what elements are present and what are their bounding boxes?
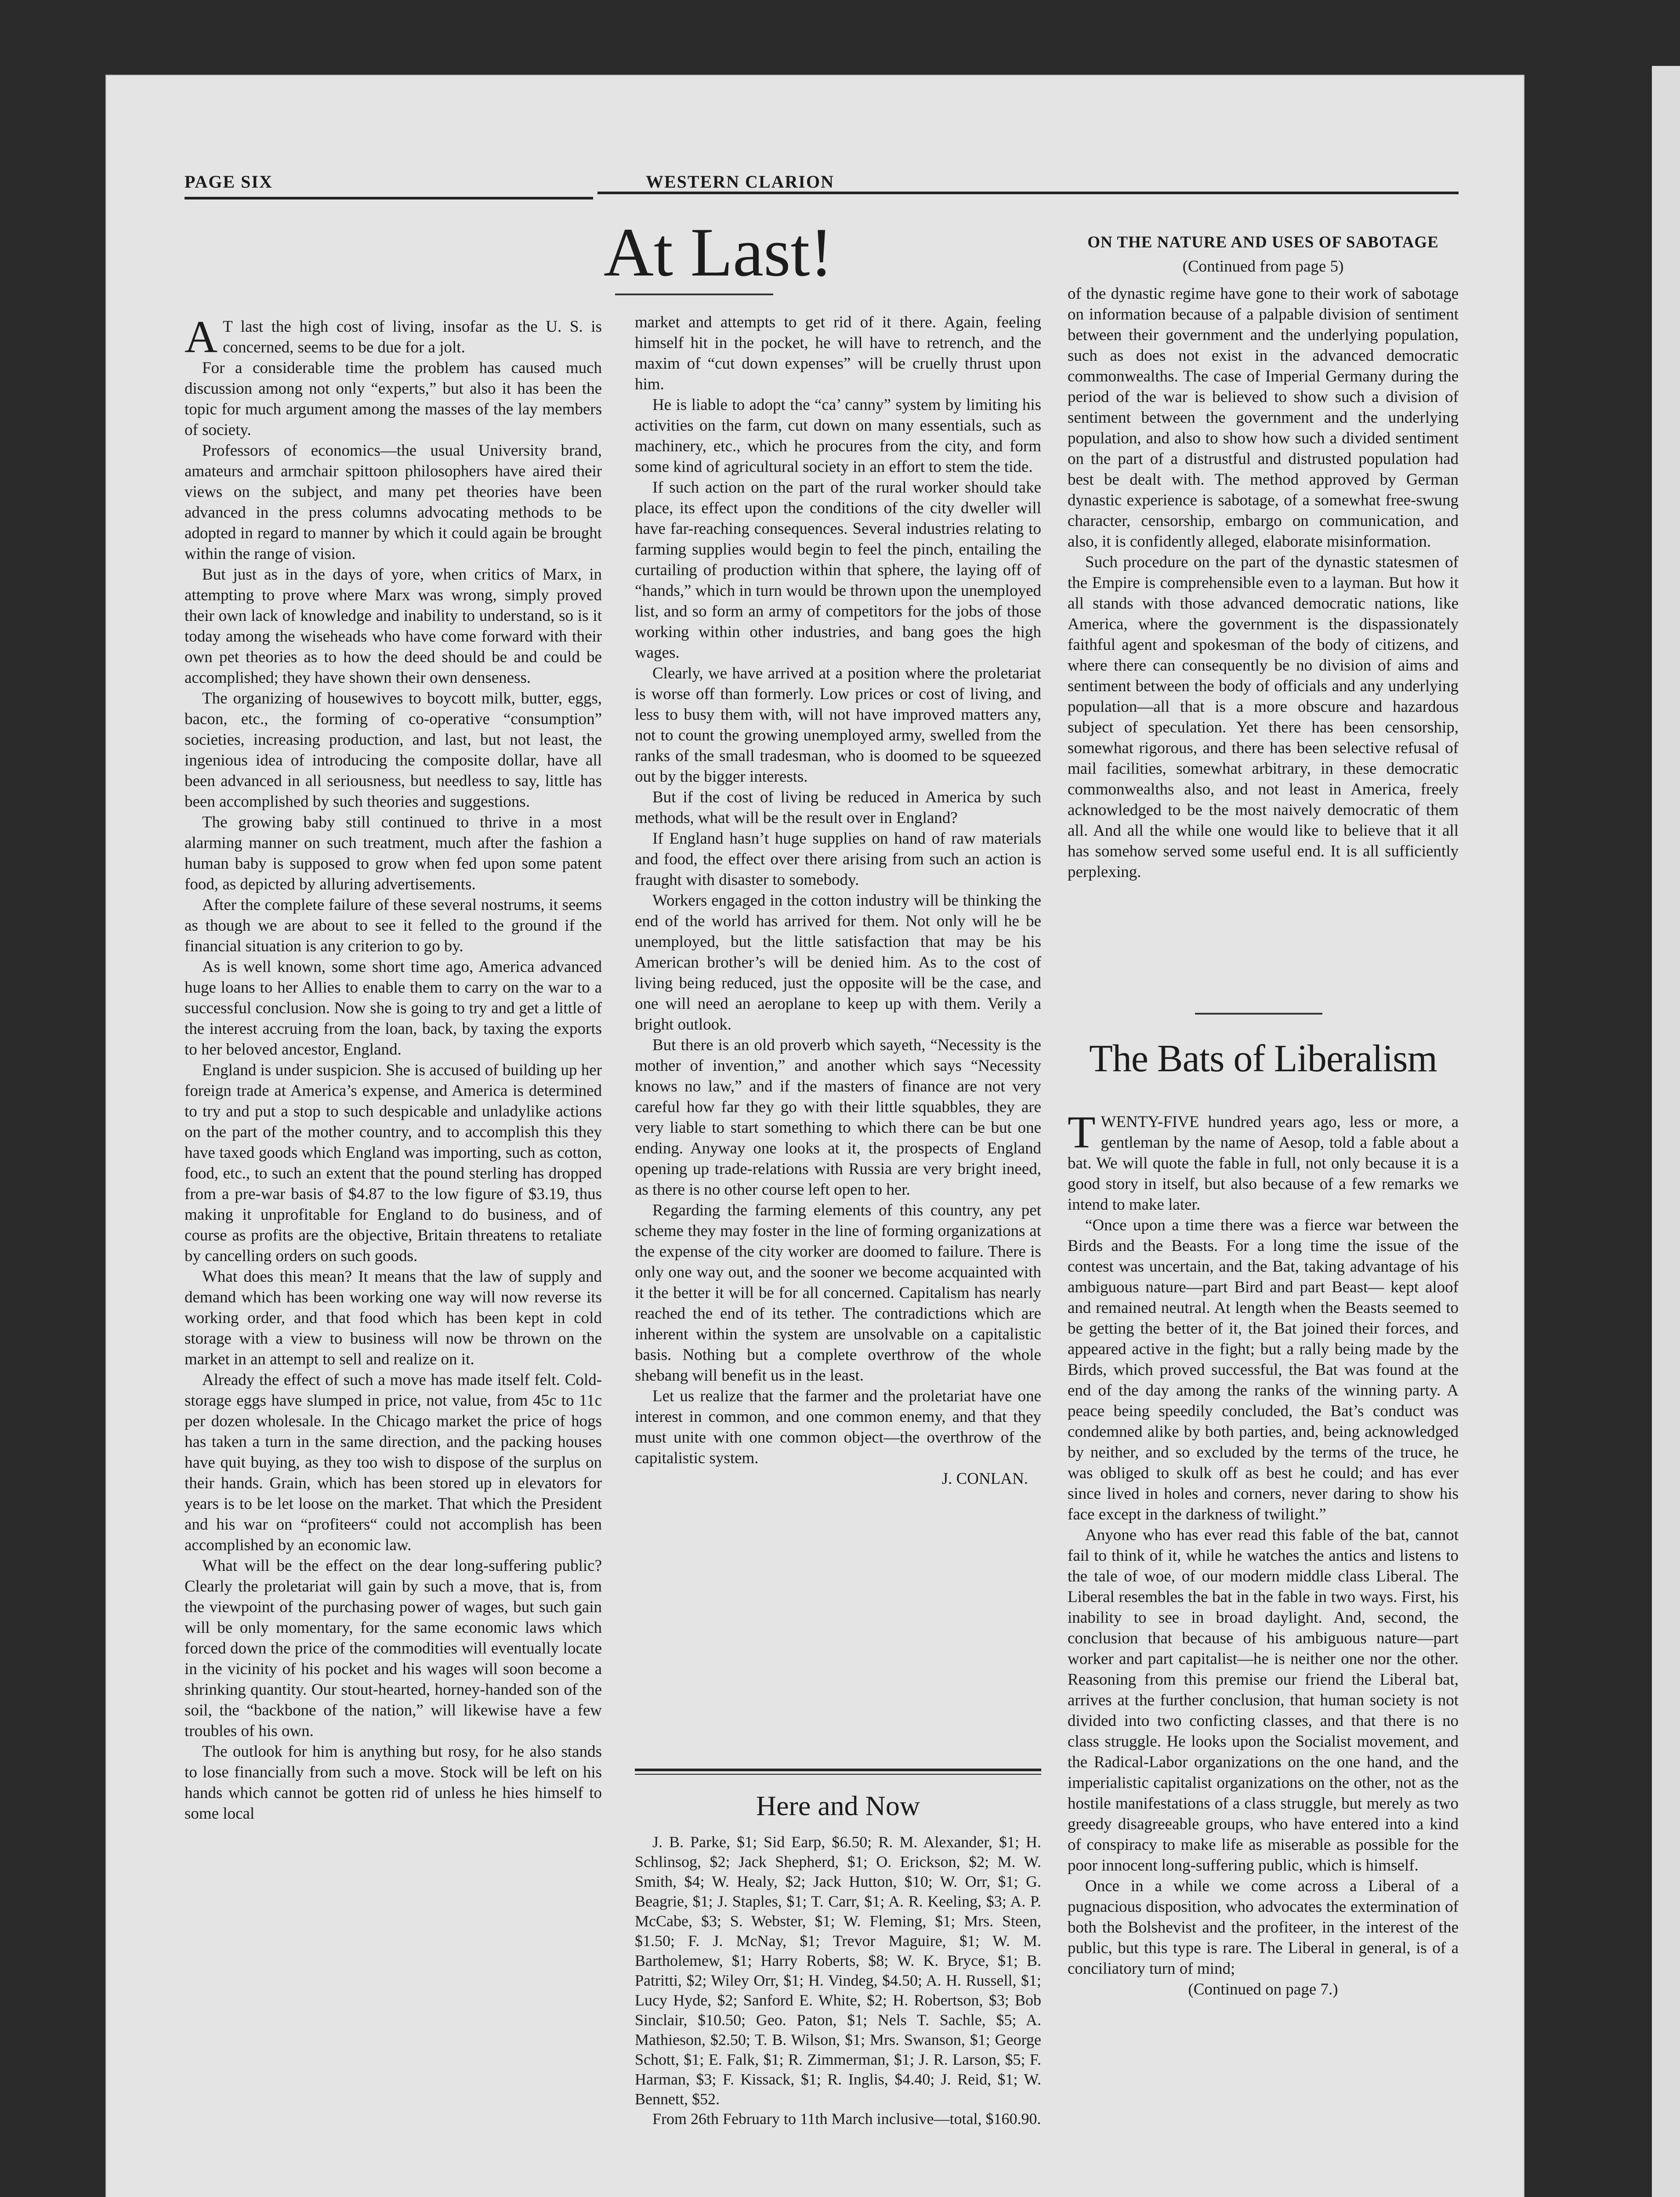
article-paragraph: What will be the effect on the dear long-suffering public? Clearly the proletariat will gain by such a move, that is, from the viewpoint of the purchasing power of wages, but such gain will be only momentary, for the same economic laws which forced down the price of the commodities will eventually locate in the vicinity of his pocket and his wages will soon become a shrinking quantity. Our stout-hearted, horney-handed son of the soil, the “backbone of the nation,” will likewise have a few troubles of his own. [185, 1557, 602, 1740]
section-rule [635, 1774, 1041, 1775]
article-paragraph: Already the effect of such a move has made itself felt. Cold-storage eggs have slumped in price, not value, from 45c to 11c per dozen wholesale. In the Chicago market the price of hogs has taken a turn in the same direction, and the packing houses have quit buying, as they too wish to dispose of the surplus on their hands. Grain, which has been stored up in elevators for years is to be let loose on the market. That which the President and his war on “profiteers“ could not accomplish has been accomplished by an economic law. [185, 1371, 602, 1554]
article-paragraph: Anyone who has ever read this fable of the bat, cannot fail to think of it, while he watches the antics and listens to the tale of woe, of our modern middle class Liberal. The Liberal resembles the bat in the fable in two ways. First, his inability to see in broad daylight. And, second, the conclusion that because of his ambiguous nature—part worker and part capitalist—he is neither one nor the other. Reasoning from this premise our friend the Liberal bat, arrives at the further conclusion, that human society is not divided into two conficting classes, and that there is no class struggle. He looks upon the Socialist movement, and the Radical-Labor organizations on the one hand, and the imperialistic capitalist organizations on the other, not as the hostile manifestations of a class struggle, but merely as two greedy disagreeable groups, who have entered into a kind of conspiracy to make life as miserable as possible for the poor innocent long-suffering public, which is himself. [1068, 1526, 1459, 1874]
section-divider [1195, 1013, 1322, 1015]
article-paragraph: The organizing of housewives to boycott milk, butter, eggs, bacon, etc., the forming of co-operative “consumption” societies, increasing production, and last, but not least, the ingenious idea of introducing the composite dollar, have all been advanced in all seriousness, but needless to say, little has been accomplished by such theories and suggestions. [185, 689, 602, 811]
article-paragraph: market and attempts to get rid of it there. Again, feeling himself hit in the pocket, he will have to retrench, and the maxim of “cut down expenses” will be cruelly thrust upon him. [635, 313, 1041, 393]
dropcap: T [1068, 1107, 1096, 1157]
author-signature: J. CONLAN. [941, 1470, 1028, 1488]
title-divider [615, 294, 773, 295]
header-rule-left [185, 197, 593, 199]
section-rule [635, 1769, 1041, 1771]
article-paragraph: Workers engaged in the cotton industry will be thinking the end of the world has arrived for them. Not only will he be unemployed, but the little satisfaction that may be his American brother’s will be denied him. As to the cost of living being reduced, just the opposite will be the case, and one will need an aeroplane to keep up with them. Verily a bright outlook. [635, 892, 1041, 1033]
article-paragraph: If such action on the part of the rural worker should take place, its effect upon the conditions of the city dweller will have far-reaching consequences. Several industries relating to farming supplies would begin to feel the pinch, entailing the curtailing of production within that sphere, the laying off of “hands,” which in turn would be thrown upon the unemployed list, and so form an army of competitors for the jobs of those working within other industries, and bang goes the high wages. [635, 479, 1041, 662]
article-paragraph: As is well known, some short time ago, America advanced huge loans to her Allies to enable them to carry on the war to a successful conclusion. Now she is going to try and get a little of the interest accruing from the loan, back, by taxing the exports to her beloved ancestor, England. [185, 958, 602, 1059]
dropcap: A [185, 312, 218, 362]
at-last-column-2 [635, 312, 1041, 1762]
sabotage-title: ON THE NATURE AND USES OF SABOTAGE [1087, 233, 1439, 251]
article-paragraph: Such procedure on the part of the dynastic statesmen of the Empire is comprehensible even to a layman. But how it all stands with those advanced democratic nations, like America, where the government is the dispassionately faithful agent and spokesman of the body of citizens, and where there can consequently be no division of aims and sentiment between the body of officials and any underlying population—all that is a more obscure and hazardous subject of speculation. Yet there has been censorship, somewhat rigorous, and there has been selective refusal of mail facilities, somewhat arbitrary, in these democratic commonwealths also, and not least in America, freely acknowledged to be the most naively democratic of them all. And all the while one would like to believe that it all has somehow served some useful end. It is all sufficiently perplexing. [1068, 553, 1459, 881]
article-title-at-last: At Last! [603, 214, 833, 291]
article-paragraph: “Once upon a time there was a fierce war between the Birds and the Beasts. For a long time the issue of the contest was uncertain, and the Bat, taking advantage of his ambiguous nature—part Bird and part Beast— kept aloof and remained neutral. At length when the Beasts seemed to be getting the better of it, the Bat joined their forces, and appeared active in the fight; but a rally being made by the Birds, which proved successful, the Bat was found at the end of the day among the ranks of the winning party. A peace being speedily concluded, the Bat’s conduct was condemned alike by both parties, and, being acknowledged by neither, and so excluded by the terms of the truce, he was obliged to skulk off as best he could; and has ever since lived in holes and corners, never daring to show his face except in the darkness of twilight.” [1068, 1216, 1459, 1523]
article-paragraph: Regarding the farming elements of this country, any pet scheme they may foster in the line of forming organizations at the expense of the city worker are doomed to failure. There is only one way out, and the sooner we become acquainted with it the better it will be for all concerned. Capitalism has nearly reached the end of its tether. The contradictions which are inherent within the system are unsolvable on a capitalistic basis. Nothing but a complete overthrow of the whole shebang will benefit us in the least. [635, 1201, 1041, 1385]
article-paragraph: The outlook for him is anything but rosy, for he also stands to lose financially from such a move. Stock will be left on his hands which cannot be gotten rid of unless he hies himself to some local [185, 1743, 602, 1823]
article-paragraph: But just as in the days of yore, when critics of Marx, in attempting to prove where Marx was wrong, simply proved their own lack of knowledge and inability to understand, so is it today among the wiseheads who have come forward with their own pet theories as to how the deed should be and could be accomplished; they have shown their own denseness. [185, 566, 602, 687]
at-last-column-1 [185, 312, 602, 2197]
header-rule-right [597, 192, 1459, 194]
sabotage-subtitle: (Continued from page 5) [1182, 257, 1344, 276]
article-paragraph: He is liable to adopt the “ca’ canny” system by limiting his activities on the farm, cut down on many essentials, such as machinery, etc., which he procures from the city, and form some kind of agricultural society in an effort to stem the tide. [635, 396, 1041, 476]
sabotage-body [1068, 283, 1459, 1004]
article-paragraph: What does this mean? It means that the law of supply and demand which has been working one way will now reverse its working order, and that food which has been kept in cold storage with a view to business will now be thrown on the market in an attempt to sell and realize on it. [185, 1268, 602, 1368]
article-paragraph: Professors of economics—the usual University brand, amateurs and armchair spittoon philosophers have aired their views on the subject, and many pet theories have been advanced in the press columns advocating methods to be adopted in regard to manner by which it could again be brought within the range of vision. [185, 442, 602, 563]
article-paragraph: After the complete failure of these several nostrums, it seems as though we are about to see it felled to the ground if the financial situation is any criterion to go by. [185, 896, 602, 955]
here-and-now-body [635, 1832, 1041, 2197]
article-paragraph: England is under suspicion. She is accused of building up her foreign trade at America’s expense, and America is determined to try and put a stop to such despicable and unladylike actions on the part of the mother country, and to accomplish this they have taxed goods which England was importing, such as cotton, food, etc., to such an extent that the pound sterling has dropped from a pre-war basis of $4.87 to the low figure of $3.19, thus making it unprofitable for England to do business, and of course as profits are the objective, Britain threatens to retaliate by cancelling orders on such goods. [185, 1061, 602, 1265]
page-header [185, 167, 1459, 198]
newspaper-name: WESTERN CLARION [646, 172, 834, 192]
article-paragraph: For a considerable time the problem has caused much discussion among not only “experts,” but also it has been the topic for much argument among the masses of the lay members of society. [185, 359, 602, 439]
continued-note: (Continued on page 7.) [1188, 1980, 1338, 1998]
adjacent-page-edge [1652, 66, 1680, 2197]
article-paragraph: If England hasn’t huge supplies on hand of raw materials and food, the effect over there arising from such an action is fraught with disaster to somebody. [635, 830, 1041, 889]
article-paragraph: But there is an old proverb which sayeth, “Necessity is the mother of invention,” and another which says “Necessity knows no law,” and if the masters of finance are not very careful how far they go with their little squabbles, they are very liable to start something to which there can be but one ending. Anyway one looks at it, the prospects of England opening up trade-relations with Russia are very bright ineed, as there is no other course left open to her. [635, 1036, 1041, 1199]
article-paragraph: But if the cost of living be reduced in America by such methods, what will be the result over in England? [635, 788, 1041, 827]
article-paragraph: Clearly, we have arrived at a position where the proletariat is worse off than formerly. Low prices or cost of living, and less to busy them with, will not have improved matters any, not to count the growing unemployed army, swelled from the ranks of the small tradesman, who is doomed to be squeezed out by the bigger interests. [635, 664, 1041, 786]
article-paragraph: Once in a while we come across a Liberal of a pugnacious disposition, who advocates the extermination of both the Bolshevist and the profiteer, in the interest of the public, but this type is rare. The Liberal in general, is of a conciliatory turn of mind; [1068, 1877, 1459, 1978]
article-paragraph: Let us realize that the farmer and the proletariat have one interest in common, and one common enemy, and that they must unite with one common object—the overthrow of the capitalistic system. [635, 1387, 1041, 1467]
article-paragraph: A T last the high cost of living, insofar as the U. S. is concerned, seems to be due for a jolt. [185, 312, 602, 362]
here-and-now-title: Here and Now [756, 1790, 920, 1821]
article-paragraph: of the dynastic regime have gone to their work of sabotage on information because of a palpable division of sentiment between their government and the underlying population, such as does not exist in the advanced democratic commonwealths. The case of Imperial Germany during the period of the war is believed to show such a division of sentiment between the government and the underlying population, and also to show how such a divided sentiment on the part of a distrustful and distrusted population had best be dealt with. The method approved by German dynastic experience is sabotage, of a somewhat free-swung character, censorship, embargo on communication, and also, it is confidently alleged, elaborate misinformation. [1068, 285, 1459, 551]
page-number: PAGE SIX [185, 172, 273, 192]
bats-body [1068, 1107, 1459, 2197]
newspaper-page [185, 167, 1459, 2197]
donor-list: J. B. Parke, $1; Sid Earp, $6.50; R. M. Alexander, $1; H. Schlinsog, $2; Jack Shepherd, $1; O. Erickson, $2; M. W. Smith, $4; W. Healy, $2; Jack Hutton, $10; W. Orr, $1; G. Beagrie, $1; J. Staples, $1; T. Carr, $1; A. R. Keeling, $3; A. P. McCabe, $3; S. Webster, $1; W. Fleming, $1; Mrs. Steen, $1.50; F. J. McNay, $1; Trevor Maguire, $1; W. M. Bartholemew, $1; Harry Roberts, $8; W. K. Bryce, $1; B. Patritti, $2; Wiley Orr, $1; H. Vindeg, $4.50; A. H. Russell, $1; Lucy Hyde, $2; Sanford E. White, $2; H. Robertson, $3; Bob Sinclair, $10.50; Geo. Paton, $1; Nels T. Sachle, $5; A. Mathieson, $2.50; T. B. Wilson, $1; Mrs. Swanson, $1; George Schott, $1; E. Falk, $1; R. Zimmerman, $1; J. R. Larson, $5; F. Harman, $3; F. Kissack, $1; R. Inglis, $4.40; J. Reid, $1; W. Bennett, $52. [635, 1833, 1041, 2108]
article-paragraph: TWENTY-FIVE hundred years ago, less or more, a gentleman by the name of Aesop, told a fable about a bat. We will quote the fable in full, not only because it is a good story in itself, but also because of a few remarks we intend to make later. [1068, 1107, 1459, 1214]
donation-total: From 26th February to 11th March inclusive—total, $160.90. [652, 2110, 1041, 2128]
bats-of-liberalism-title: The Bats of Liberalism [1089, 1037, 1437, 1080]
article-paragraph: The growing baby still continued to thrive in a most alarming manner on such treatment, much after the fashion a human baby is supposed to grow when fed upon some patent food, as depicted by alluring advertisements. [185, 813, 602, 893]
